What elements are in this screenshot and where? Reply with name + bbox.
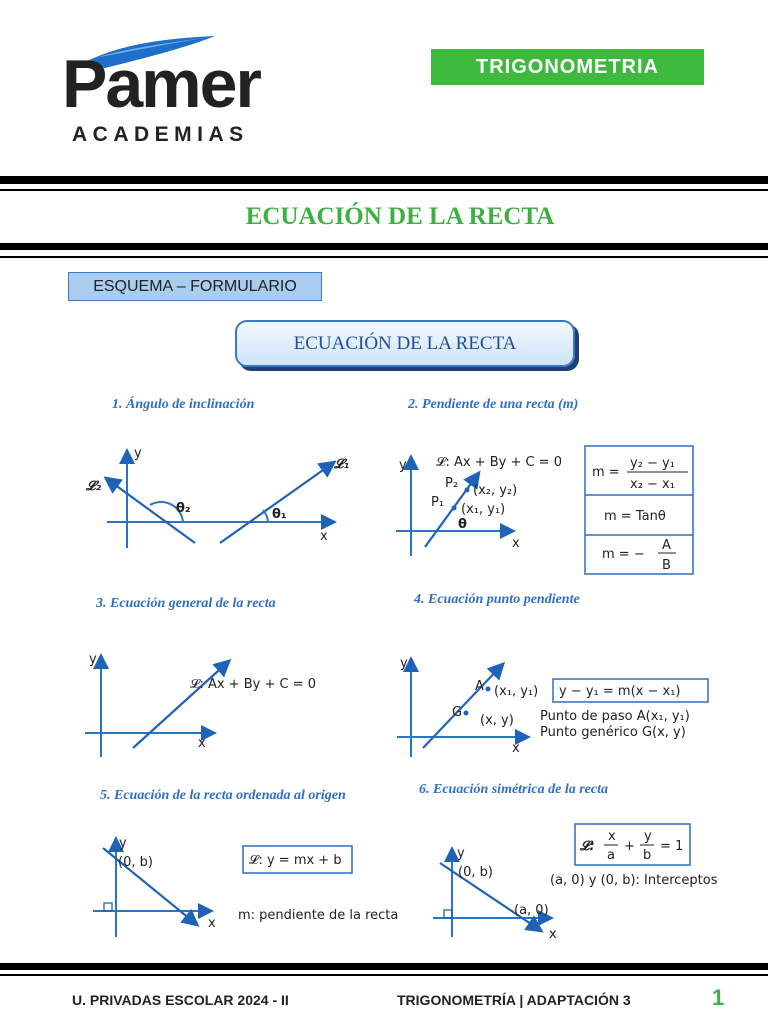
- point-p1: [452, 506, 457, 511]
- scheme-label: ESQUEMA – FORMULARIO: [68, 272, 322, 301]
- l1-label: 𝓛₁: [334, 457, 350, 472]
- y-label: y: [457, 846, 465, 861]
- page-title: ECUACIÓN DE LA RECTA: [245, 203, 555, 230]
- point-a-coords: (x₁, y₁): [494, 684, 539, 699]
- angle-arc: [263, 510, 268, 522]
- section-title: 3. Ecuación general de la recta: [96, 596, 276, 611]
- x-label: x: [512, 536, 520, 551]
- x-label: x: [198, 736, 206, 751]
- theta-label: θ: [458, 517, 467, 532]
- logo-subtitle: ACADEMIAS: [72, 123, 249, 146]
- divider: [0, 963, 768, 970]
- formula-y: y: [644, 829, 652, 844]
- y-label: y: [399, 458, 407, 473]
- intercept-label: (0, b): [118, 855, 153, 870]
- subject-badge: TRIGONOMETRIA: [431, 49, 704, 85]
- footer-course: U. PRIVADAS ESCOLAR 2024 - II: [72, 992, 289, 1008]
- y-label: y: [134, 446, 142, 461]
- note: Punto genérico G(x, y): [540, 725, 686, 740]
- x-label: x: [512, 741, 520, 756]
- slope-intercept-formula: 𝓛: y = mx + b: [249, 853, 342, 868]
- section-title: 5. Ecuación de la recta ordenada al origen: [100, 788, 346, 803]
- section-angle-of-inclination: [85, 395, 349, 548]
- line: [423, 665, 502, 748]
- line: [133, 662, 228, 748]
- formula-equals: = 1: [660, 839, 684, 854]
- point-g-coords: (x, y): [480, 713, 514, 728]
- p2-coords: (x₂, y₂): [473, 483, 518, 498]
- y-label: y: [89, 652, 97, 667]
- note: Punto de paso A(x₁, y₁): [540, 709, 690, 724]
- section-symmetric-equation: [419, 782, 718, 942]
- right-angle-icon: [104, 903, 112, 911]
- l2-label: 𝓛₂: [86, 479, 102, 494]
- p1-label: P₁: [431, 495, 445, 510]
- section-slope-intercept: [93, 788, 398, 937]
- formula-a: a: [607, 848, 615, 863]
- point-slope-formula: y − y₁ = m(x − x₁): [559, 684, 681, 699]
- formula-x: x: [608, 829, 616, 844]
- section-title: 4. Ecuación punto pendiente: [414, 592, 580, 607]
- x-label: x: [549, 927, 557, 942]
- formula-b: b: [643, 848, 652, 863]
- point-a-label: A: [475, 679, 484, 694]
- right-angle-icon: [444, 910, 452, 918]
- line-equation: 𝓛: Ax + By + C = 0: [190, 677, 316, 692]
- y-label: y: [119, 836, 127, 851]
- formula-tan: m = Tanθ: [604, 509, 666, 524]
- theta1-label: θ₁: [272, 507, 287, 522]
- footer-subject: TRIGONOMETRÍA | ADAPTACIÓN 3: [397, 992, 631, 1008]
- divider: [0, 974, 768, 976]
- x-label: x: [208, 916, 216, 931]
- note: m: pendiente de la recta: [238, 908, 399, 923]
- formula-l: 𝓛:: [580, 839, 595, 854]
- section-point-slope: [397, 592, 708, 757]
- line-l1: [220, 463, 333, 543]
- section-title: 1. Ángulo de inclinación: [112, 397, 255, 412]
- point-g-label: G: [452, 705, 463, 720]
- formula-a: A: [662, 538, 671, 553]
- formula-minus: m = −: [602, 547, 645, 562]
- topic-heading: ECUACIÓN DE LA RECTA: [235, 320, 575, 367]
- note: (a, 0) y (0, b): Interceptos: [550, 873, 718, 888]
- point-p2: [465, 488, 470, 493]
- page-number: 1: [712, 985, 725, 1010]
- p2-label: P₂: [445, 476, 459, 491]
- line-equation: 𝓛: Ax + By + C = 0: [436, 455, 562, 470]
- section-title: 6. Ecuación simétrica de la recta: [419, 782, 608, 797]
- x-label: x: [320, 529, 328, 544]
- section-general-equation: [85, 596, 316, 757]
- x-intercept-label: (a, 0): [514, 903, 549, 918]
- p1-coords: (x₁, y₁): [461, 502, 506, 517]
- formula-numerator: y₂ − y₁: [630, 456, 675, 471]
- formula-plus: +: [624, 839, 635, 854]
- section-title: 2. Pendiente de una recta (m): [408, 397, 579, 412]
- formula-m: m =: [592, 465, 620, 480]
- formula-b: B: [662, 558, 671, 573]
- y-intercept-label: (0, b): [458, 865, 493, 880]
- formula-denominator: x₂ − x₁: [630, 477, 675, 492]
- theta2-label: θ₂: [176, 501, 191, 516]
- logo-wordmark: Pamer: [62, 46, 260, 122]
- section-slope: [396, 397, 693, 574]
- y-label: y: [400, 656, 408, 671]
